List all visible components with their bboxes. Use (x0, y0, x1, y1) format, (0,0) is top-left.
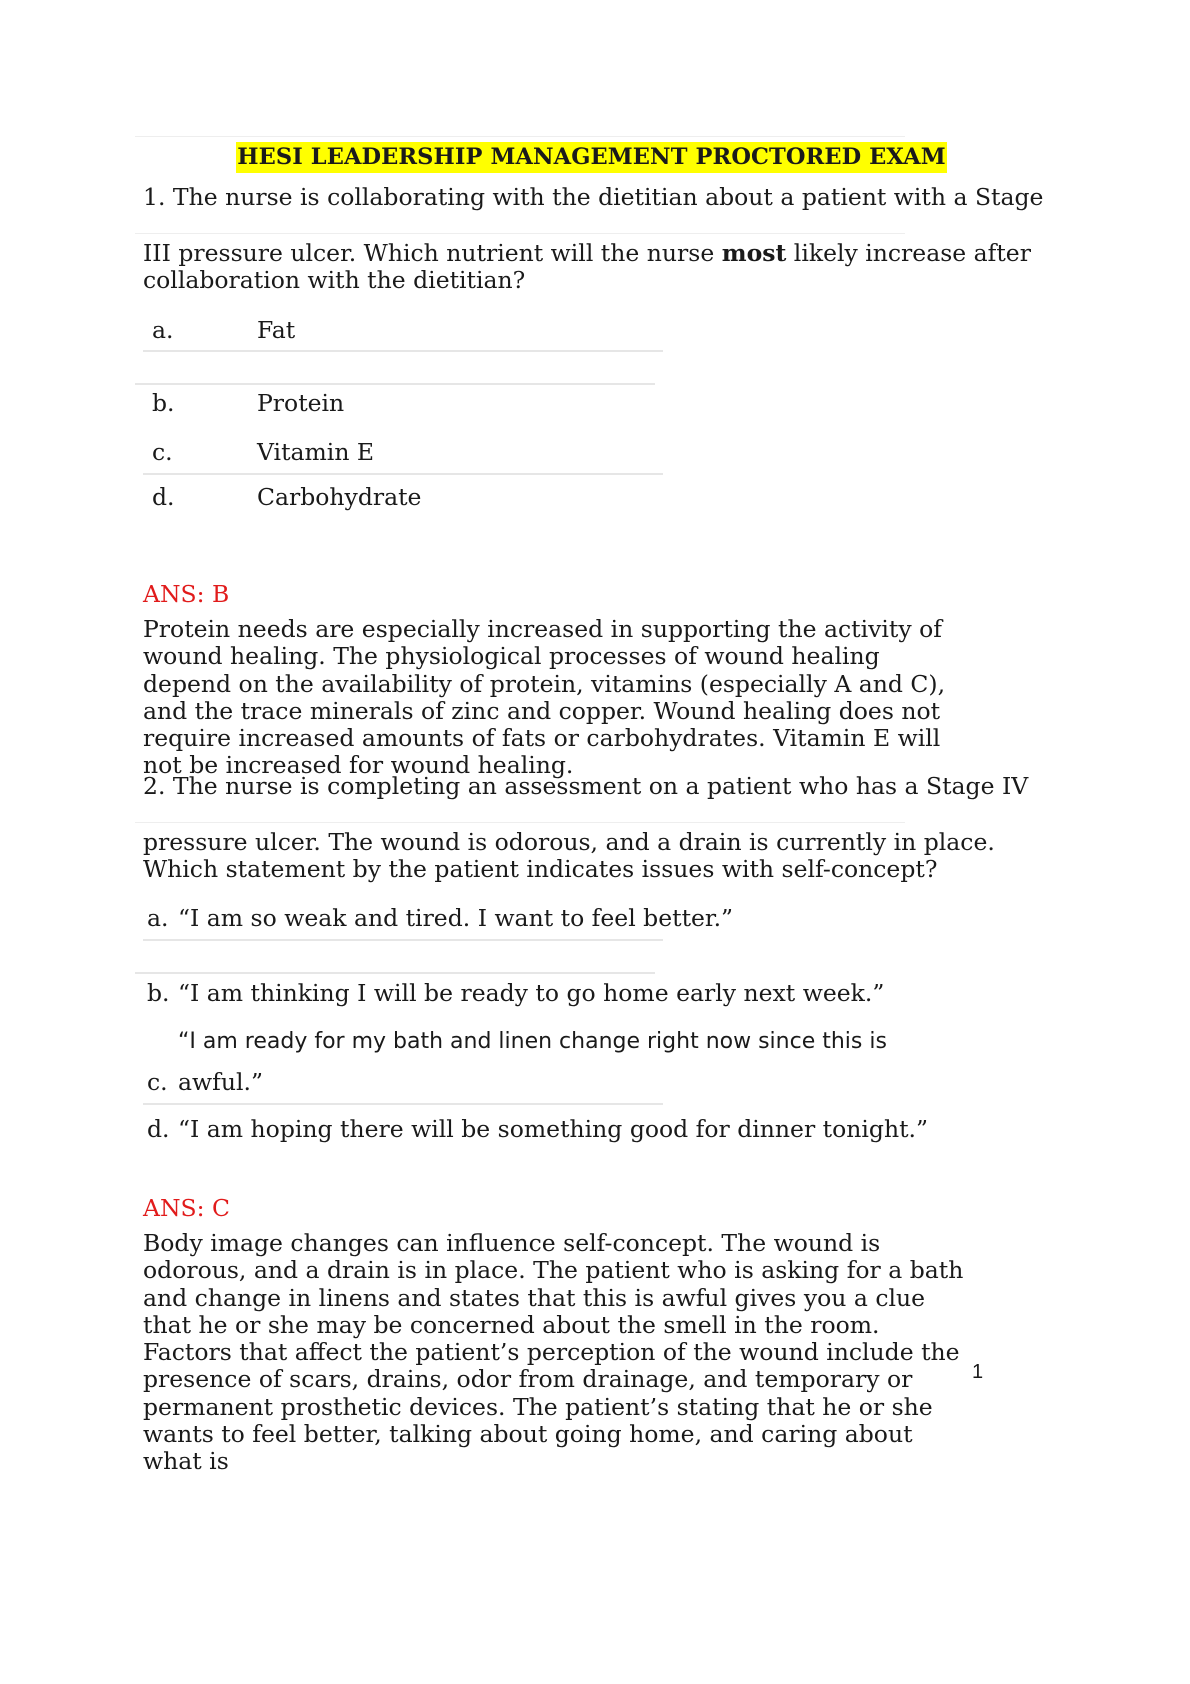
q1-stem-line2-text: III pressure ulcer. Which nutrient will the nurse (143, 239, 722, 267)
q1-option-a-text: Fat (257, 316, 296, 344)
q2-rationale: Body image changes can influence self-concept. The wound is odorous, and a drain is in place. The patient who is asking for a bath and change in linens and states that this is awful gives you a clue that he or she may be concerned about the smell in the room. Factors that affect the patient’s perception of the wound include the presence of scars, drains, odor from drainage, and temporary or permanent prosthetic devices. The patient’s stating that he or she wants to feel better, talking about going home, and caring about what is (143, 1229, 964, 1476)
q2-option-rule (143, 939, 663, 941)
q1-stem-emphasis: most (721, 239, 787, 267)
q1-stem-rule (135, 233, 905, 234)
page-number: 1 (972, 1361, 984, 1383)
q1-option-c-text: Vitamin E (257, 438, 375, 466)
q2-stem-line2: pressure ulcer. The wound is odorous, and a drain is currently in place. (143, 828, 995, 856)
q2-option-a-text: “I am so weak and tired. I want to feel better.” (178, 904, 734, 932)
q1-option-b-text: Protein (257, 389, 345, 417)
q1-option-b-label: b. (152, 389, 175, 417)
q2-stem-rule (135, 822, 905, 823)
q2-option-b-text: “I am thinking I will be ready to go home early next week.” (178, 979, 885, 1007)
q1-stem-line1: 1. The nurse is collaborating with the dietitian about a patient with a Stage (143, 183, 1044, 211)
q2-option-d-label: d. (147, 1115, 170, 1143)
q2-option-rule (143, 1103, 663, 1105)
q2-option-rule (135, 972, 655, 974)
q1-option-d-label: d. (152, 483, 175, 511)
q2-option-b-label: b. (147, 979, 170, 1007)
q1-stem-line2-end: likely increase after (786, 239, 1031, 267)
q2-answer: ANS: C (143, 1194, 231, 1222)
q2-option-c-text-line1: “I am ready for my bath and linen change right now since this is (178, 1029, 887, 1054)
q1-option-d-text: Carbohydrate (257, 483, 422, 511)
title-container (143, 142, 1040, 172)
q1-rationale: Protein needs are especially increased in supporting the activity of wound healing. The physiological processes of wound healing depend on the availability of protein, vitamins (especially A and C), and the trace minerals of zinc and copper. Wound healing does not require increased amounts of fats or carbohydrates. Vitamin E will not be increased for wound healing. (143, 615, 946, 780)
q1-option-rule (143, 350, 663, 352)
q1-option-a-label: a. (152, 316, 174, 344)
q1-stem-line3: collaboration with the dietitian? (143, 266, 526, 294)
q1-option-rule (143, 473, 663, 475)
q2-stem-line3: Which statement by the patient indicates issues with self-concept? (143, 855, 938, 883)
q2-option-d-text: “I am hoping there will be something good for dinner tonight.” (178, 1115, 929, 1143)
q1-stem-line2 (143, 239, 1031, 268)
q1-option-rule (135, 383, 655, 385)
q1-option-c-label: c. (152, 438, 173, 466)
q2-option-c-label: c. (147, 1068, 168, 1096)
q2-option-c-text-line2: awful.” (178, 1068, 263, 1096)
q1-answer: ANS: B (143, 580, 230, 608)
q2-option-a-label: a. (147, 904, 169, 932)
q2-stem-line1: 2. The nurse is completing an assessment on a patient who has a Stage IV (143, 772, 1029, 800)
title-top-rule (135, 136, 905, 137)
document-title: HESI LEADERSHIP MANAGEMENT PROCTORED EXAM (236, 142, 946, 173)
